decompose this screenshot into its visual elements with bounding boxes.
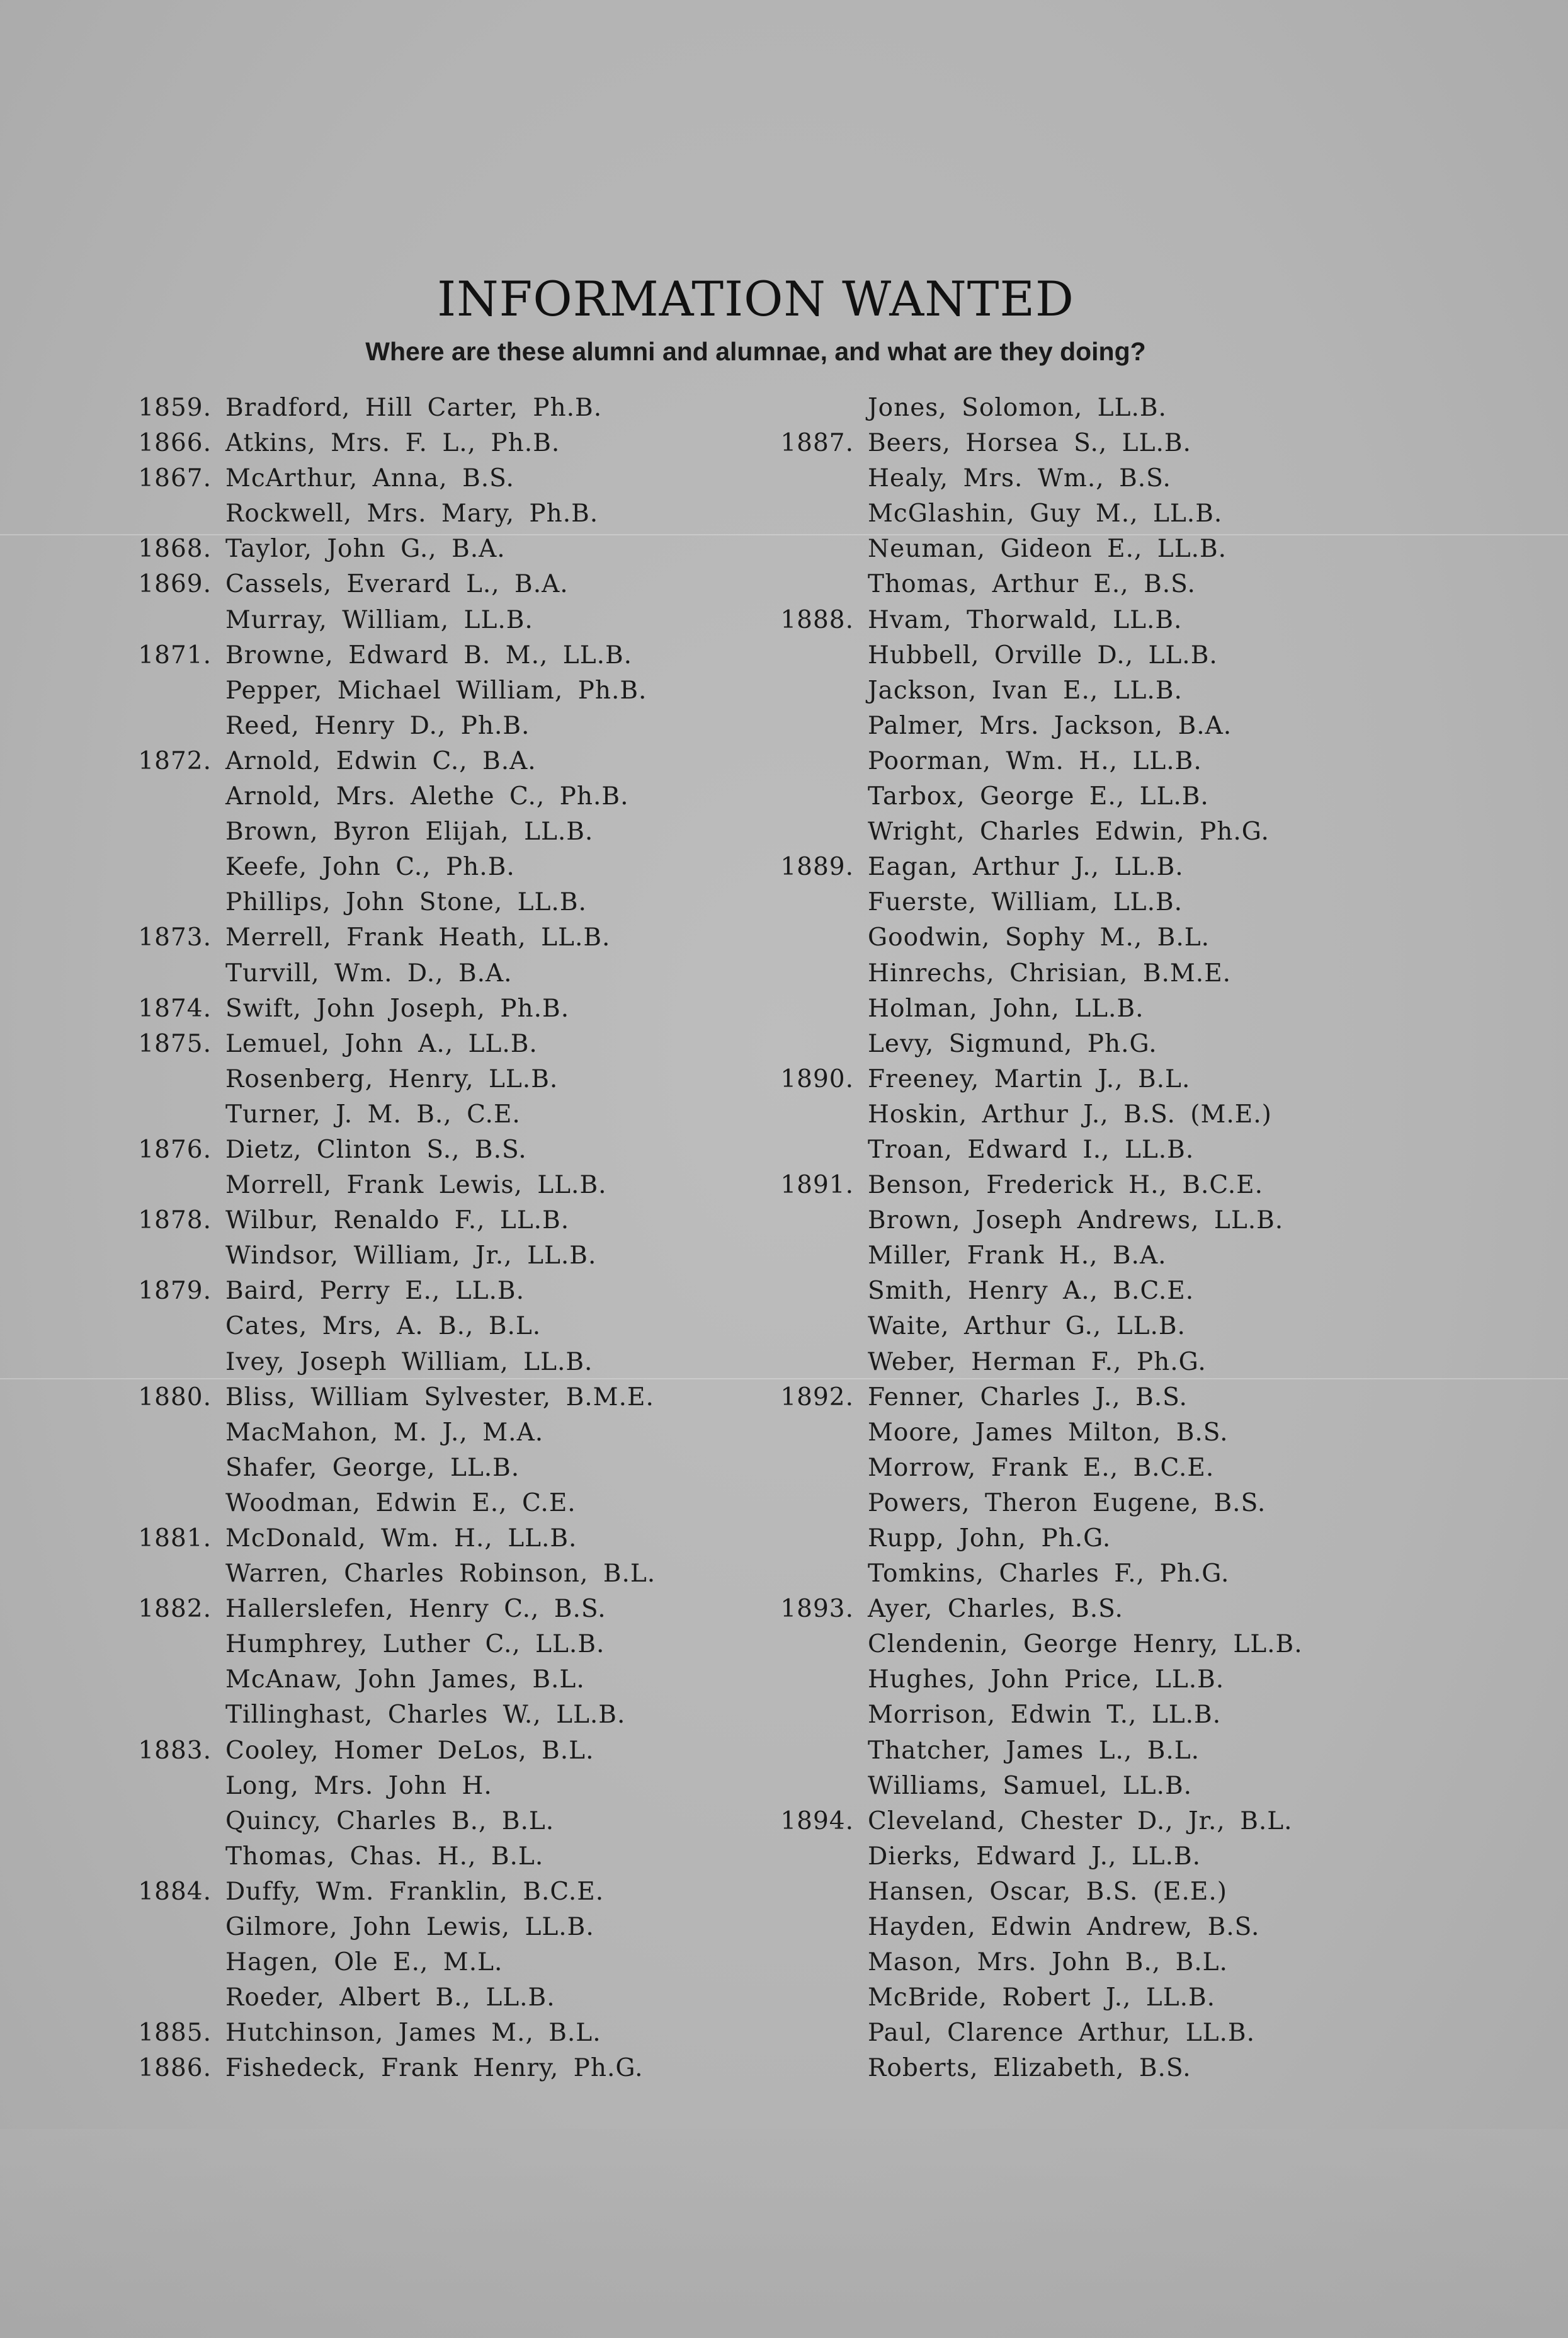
class-year: 1884. bbox=[138, 1877, 212, 1906]
class-year: 1871. bbox=[138, 641, 212, 670]
alumni-name: Powers, Theron Eugene, B.S. bbox=[868, 1488, 1266, 1517]
alumni-entry bbox=[126, 1627, 656, 1662]
alumni-name: Clendenin, George Henry, LL.B. bbox=[868, 1630, 1303, 1659]
alumni-name: Morrison, Edwin T., LL.B. bbox=[868, 1701, 1222, 1730]
alumni-name: Hvam, Thorwald, LL.B. bbox=[868, 605, 1183, 634]
alumni-entry bbox=[768, 1486, 1303, 1521]
alumni-name: McArthur, Anna, B.S. bbox=[225, 464, 514, 493]
alumni-entry bbox=[768, 885, 1303, 920]
class-year: 1887. bbox=[780, 429, 854, 458]
alumni-entry bbox=[126, 1733, 656, 1769]
alumni-entry bbox=[768, 1980, 1303, 2016]
alumni-entry bbox=[126, 1309, 656, 1344]
alumni-name: Gilmore, John Lewis, LL.B. bbox=[225, 1913, 594, 1942]
paper-edge bbox=[0, 2129, 1568, 2338]
alumni-entry bbox=[126, 1415, 656, 1451]
class-year: 1872. bbox=[138, 746, 212, 775]
alumni-name: Hoskin, Arthur J., B.S. (M.E.) bbox=[868, 1100, 1272, 1129]
alumni-entry bbox=[126, 1274, 656, 1309]
alumni-entry bbox=[126, 603, 656, 638]
alumni-entry bbox=[126, 426, 656, 461]
alumni-entry bbox=[768, 1203, 1303, 1238]
alumni-entry bbox=[126, 885, 656, 920]
alumni-entry bbox=[768, 567, 1303, 602]
alumni-entry bbox=[126, 1662, 656, 1697]
alumni-name: McAnaw, John James, B.L. bbox=[225, 1665, 585, 1694]
alumni-name: Pepper, Michael William, Ph.B. bbox=[225, 676, 647, 705]
alumni-entry bbox=[126, 1697, 656, 1733]
page-title: INFORMATION WANTED bbox=[437, 271, 1074, 327]
alumni-name: Long, Mrs. John H. bbox=[225, 1771, 492, 1800]
alumni-name: Phillips, John Stone, LL.B. bbox=[225, 888, 587, 917]
alumni-entry bbox=[768, 814, 1303, 850]
alumni-name: Brown, Joseph Andrews, LL.B. bbox=[868, 1206, 1284, 1235]
class-year: 1873. bbox=[138, 923, 212, 952]
alumni-name: Bradford, Hill Carter, Ph.B. bbox=[225, 394, 603, 422]
alumni-entry bbox=[768, 461, 1303, 496]
alumni-entry bbox=[126, 1345, 656, 1380]
alumni-name: Arnold, Mrs. Alethe C., Ph.B. bbox=[225, 782, 629, 811]
alumni-entry bbox=[126, 1062, 656, 1097]
alumni-name: Warren, Charles Robinson, B.L. bbox=[225, 1560, 656, 1588]
alumni-name: Moore, James Milton, B.S. bbox=[868, 1418, 1229, 1447]
alumni-entry bbox=[768, 1874, 1303, 1910]
alumni-name: Beers, Horsea S., LL.B. bbox=[868, 429, 1191, 458]
alumni-name: Morrow, Frank E., B.C.E. bbox=[868, 1453, 1215, 1482]
alumni-entry bbox=[768, 1945, 1303, 1980]
alumni-entry bbox=[768, 920, 1303, 955]
alumni-entry bbox=[126, 1380, 656, 1415]
alumni-name: Cleveland, Chester D., Jr., B.L. bbox=[868, 1806, 1293, 1835]
alumni-name: Atkins, Mrs. F. L., Ph.B. bbox=[225, 429, 560, 458]
alumni-name: Tillinghast, Charles W., LL.B. bbox=[225, 1701, 626, 1730]
class-year: 1894. bbox=[780, 1806, 854, 1835]
alumni-entry bbox=[768, 779, 1303, 814]
alumni-name: Fuerste, William, LL.B. bbox=[868, 888, 1183, 917]
alumni-name: Cates, Mrs, A. B., B.L. bbox=[225, 1312, 542, 1341]
alumni-name: Hansen, Oscar, B.S. (E.E.) bbox=[868, 1877, 1227, 1906]
alumni-name: Miller, Frank H., B.A. bbox=[868, 1241, 1167, 1270]
alumni-entry bbox=[126, 1097, 656, 1132]
alumni-entry bbox=[768, 1662, 1303, 1697]
alumni-name: Tomkins, Charles F., Ph.G. bbox=[868, 1560, 1230, 1588]
alumni-entry bbox=[768, 1733, 1303, 1769]
alumni-entry bbox=[126, 2016, 656, 2051]
class-year: 1882. bbox=[138, 1595, 212, 1624]
alumni-entry bbox=[126, 1168, 656, 1203]
alumni-name: Rockwell, Mrs. Mary, Ph.B. bbox=[225, 499, 599, 528]
alumni-name: Waite, Arthur G., LL.B. bbox=[868, 1312, 1186, 1341]
alumni-entry bbox=[126, 1874, 656, 1910]
alumni-entry bbox=[768, 2051, 1303, 2086]
alumni-entry bbox=[126, 1132, 656, 1168]
alumni-entry bbox=[126, 1203, 656, 1238]
alumni-entry bbox=[126, 532, 656, 567]
alumni-name: Baird, Perry E., LL.B. bbox=[225, 1277, 525, 1306]
alumni-entry bbox=[126, 920, 656, 955]
alumni-entry bbox=[768, 744, 1303, 779]
alumni-name: Windsor, William, Jr., LL.B. bbox=[225, 1241, 597, 1270]
alumni-entry bbox=[126, 1839, 656, 1874]
alumni-name: Brown, Byron Elijah, LL.B. bbox=[225, 818, 594, 847]
alumni-name: Hagen, Ole E., M.L. bbox=[225, 1948, 503, 1977]
alumni-name: Thomas, Chas. H., B.L. bbox=[225, 1842, 544, 1871]
alumni-entry bbox=[768, 1097, 1303, 1132]
alumni-name: Eagan, Arthur J., LL.B. bbox=[868, 853, 1184, 882]
alumni-name: McBride, Robert J., LL.B. bbox=[868, 1983, 1216, 2012]
class-year: 1876. bbox=[138, 1135, 212, 1164]
alumni-entry bbox=[126, 638, 656, 673]
alumni-name: Ayer, Charles, B.S. bbox=[868, 1595, 1123, 1624]
alumni-name: Roberts, Elizabeth, B.S. bbox=[868, 2054, 1191, 2083]
alumni-entry bbox=[126, 1451, 656, 1486]
alumni-name: Keefe, John C., Ph.B. bbox=[225, 853, 515, 882]
alumni-name: Hutchinson, James M., B.L. bbox=[225, 2019, 601, 2048]
class-year: 1867. bbox=[138, 464, 212, 493]
alumni-entry bbox=[768, 1556, 1303, 1592]
class-year: 1869. bbox=[138, 570, 212, 599]
alumni-name: Reed, Henry D., Ph.B. bbox=[225, 711, 530, 740]
alumni-entry bbox=[768, 1238, 1303, 1274]
alumni-entry bbox=[768, 391, 1303, 426]
alumni-name: Ivey, Joseph William, LL.B. bbox=[225, 1347, 593, 1376]
alumni-name: Palmer, Mrs. Jackson, B.A. bbox=[868, 711, 1232, 740]
class-year: 1881. bbox=[138, 1524, 212, 1553]
alumni-name: Duffy, Wm. Franklin, B.C.E. bbox=[225, 1877, 605, 1906]
alumni-name: Levy, Sigmund, Ph.G. bbox=[868, 1029, 1157, 1058]
alumni-name: Healy, Mrs. Wm., B.S. bbox=[868, 464, 1171, 493]
alumni-name: Jones, Solomon, LL.B. bbox=[868, 394, 1167, 422]
alumni-name: Fishedeck, Frank Henry, Ph.G. bbox=[225, 2054, 644, 2083]
class-year: 1866. bbox=[138, 429, 212, 458]
alumni-name: Smith, Henry A., B.C.E. bbox=[868, 1277, 1195, 1306]
alumni-entry bbox=[126, 1804, 656, 1839]
alumni-name: Williams, Samuel, LL.B. bbox=[868, 1771, 1192, 1800]
alumni-name: Jackson, Ivan E., LL.B. bbox=[868, 676, 1183, 705]
alumni-name: Hubbell, Orville D., LL.B. bbox=[868, 641, 1218, 670]
alumni-entry bbox=[126, 673, 656, 709]
alumni-name: Swift, John Joseph, Ph.B. bbox=[225, 994, 570, 1023]
alumni-entry bbox=[126, 1769, 656, 1804]
class-year: 1859. bbox=[138, 394, 212, 422]
alumni-entry bbox=[768, 673, 1303, 709]
page-subtitle: Where are these alumni and alumnae, and what are they doing? bbox=[365, 337, 1146, 366]
alumni-name: Mason, Mrs. John B., B.L. bbox=[868, 1948, 1228, 1977]
alumni-name: Poorman, Wm. H., LL.B. bbox=[868, 746, 1202, 775]
class-year: 1893. bbox=[780, 1595, 854, 1624]
alumni-entry bbox=[126, 779, 656, 814]
alumni-entry bbox=[768, 1804, 1303, 1839]
alumni-name: Fenner, Charles J., B.S. bbox=[868, 1383, 1188, 1411]
class-year: 1888. bbox=[780, 605, 854, 634]
alumni-name: McGlashin, Guy M., LL.B. bbox=[868, 499, 1223, 528]
alumni-entry bbox=[768, 1345, 1303, 1380]
alumni-entry bbox=[768, 1062, 1303, 1097]
alumni-entry bbox=[126, 2051, 656, 2086]
alumni-entry bbox=[768, 638, 1303, 673]
class-year: 1891. bbox=[780, 1171, 854, 1200]
class-year: 1890. bbox=[780, 1064, 854, 1093]
alumni-name: Neuman, Gideon E., LL.B. bbox=[868, 535, 1227, 564]
alumni-entry bbox=[768, 1627, 1303, 1662]
class-year: 1889. bbox=[780, 853, 854, 882]
alumni-name: Weber, Herman F., Ph.G. bbox=[868, 1347, 1207, 1376]
alumni-entry bbox=[126, 991, 656, 1027]
alumni-name: Dietz, Clinton S., B.S. bbox=[225, 1135, 527, 1164]
alumni-name: Wilbur, Renaldo F., LL.B. bbox=[225, 1206, 570, 1235]
alumni-name: Thatcher, James L., B.L. bbox=[868, 1736, 1200, 1765]
alumni-entry bbox=[768, 2016, 1303, 2051]
alumni-name: Holman, John, LL.B. bbox=[868, 994, 1144, 1023]
alumni-entry bbox=[768, 991, 1303, 1027]
alumni-entry bbox=[768, 1274, 1303, 1309]
alumni-name: Wright, Charles Edwin, Ph.G. bbox=[868, 818, 1270, 847]
alumni-name: Goodwin, Sophy M., B.L. bbox=[868, 923, 1210, 952]
alumni-entry bbox=[768, 1697, 1303, 1733]
alumni-entry bbox=[768, 1769, 1303, 1804]
class-year: 1875. bbox=[138, 1029, 212, 1058]
alumni-entry bbox=[126, 496, 656, 532]
alumni-name: Troan, Edward I., LL.B. bbox=[868, 1135, 1195, 1164]
alumni-name: Murray, William, LL.B. bbox=[225, 605, 533, 634]
class-year: 1892. bbox=[780, 1383, 854, 1411]
alumni-entry bbox=[126, 1592, 656, 1627]
alumni-name: Paul, Clarence Arthur, LL.B. bbox=[868, 2019, 1255, 2048]
alumni-name: Tarbox, George E., LL.B. bbox=[868, 782, 1209, 811]
alumni-name: Turvill, Wm. D., B.A. bbox=[225, 959, 513, 988]
alumni-entry bbox=[126, 850, 656, 885]
alumni-name: MacMahon, M. J., M.A. bbox=[225, 1418, 544, 1447]
alumni-entry bbox=[126, 1945, 656, 1980]
alumni-name: Hughes, John Price, LL.B. bbox=[868, 1665, 1225, 1694]
alumni-entry bbox=[768, 1910, 1303, 1945]
alumni-entry bbox=[768, 1168, 1303, 1203]
alumni-name: Lemuel, John A., LL.B. bbox=[225, 1029, 538, 1058]
alumni-name: Rosenberg, Henry, LL.B. bbox=[225, 1064, 559, 1093]
class-year: 1874. bbox=[138, 994, 212, 1023]
class-year: 1868. bbox=[138, 535, 212, 564]
alumni-entry bbox=[126, 567, 656, 602]
alumni-name: Morrell, Frank Lewis, LL.B. bbox=[225, 1171, 607, 1200]
alumni-entry bbox=[768, 1027, 1303, 1062]
class-year: 1886. bbox=[138, 2054, 212, 2083]
alumni-entry bbox=[768, 1839, 1303, 1874]
alumni-entry bbox=[768, 1521, 1303, 1556]
class-year: 1879. bbox=[138, 1277, 212, 1306]
alumni-name: Quincy, Charles B., B.L. bbox=[225, 1806, 555, 1835]
alumni-entry bbox=[768, 1415, 1303, 1451]
alumni-name: Woodman, Edwin E., C.E. bbox=[225, 1488, 576, 1517]
alumni-entry bbox=[768, 1132, 1303, 1168]
alumni-name: Cooley, Homer DeLos, B.L. bbox=[225, 1736, 594, 1765]
class-year: 1880. bbox=[138, 1383, 212, 1411]
class-year: 1885. bbox=[138, 2019, 212, 2048]
alumni-entry bbox=[126, 1027, 656, 1062]
alumni-name: Hinrechs, Chrisian, B.M.E. bbox=[868, 959, 1232, 988]
right-column bbox=[768, 391, 1303, 2087]
class-year: 1883. bbox=[138, 1736, 212, 1765]
alumni-entry bbox=[126, 1238, 656, 1274]
alumni-name: Humphrey, Luther C., LL.B. bbox=[225, 1630, 605, 1659]
alumni-entry bbox=[768, 426, 1303, 461]
alumni-entry bbox=[126, 1556, 656, 1592]
alumni-name: Shafer, George, LL.B. bbox=[225, 1453, 520, 1482]
alumni-name: Roeder, Albert B., LL.B. bbox=[225, 1983, 555, 2012]
alumni-entry bbox=[126, 1910, 656, 1945]
alumni-entry bbox=[126, 461, 656, 496]
alumni-entry bbox=[126, 1980, 656, 2016]
alumni-entry bbox=[768, 1592, 1303, 1627]
left-column bbox=[126, 391, 656, 2087]
alumni-name: Benson, Frederick H., B.C.E. bbox=[868, 1171, 1264, 1200]
alumni-name: McDonald, Wm. H., LL.B. bbox=[225, 1524, 577, 1553]
alumni-entry bbox=[126, 744, 656, 779]
alumni-name: Cassels, Everard L., B.A. bbox=[225, 570, 569, 599]
alumni-entry bbox=[768, 603, 1303, 638]
alumni-name: Bliss, William Sylvester, B.M.E. bbox=[225, 1383, 654, 1411]
alumni-entry bbox=[126, 709, 656, 744]
alumni-entry bbox=[126, 956, 656, 991]
alumni-name: Arnold, Edwin C., B.A. bbox=[225, 746, 537, 775]
alumni-entry bbox=[768, 1380, 1303, 1415]
alumni-name: Freeney, Martin J., B.L. bbox=[868, 1064, 1191, 1093]
alumni-entry bbox=[768, 1309, 1303, 1344]
alumni-entry bbox=[768, 956, 1303, 991]
alumni-entry bbox=[126, 391, 656, 426]
alumni-entry bbox=[126, 1521, 656, 1556]
alumni-name: Hallerslefen, Henry C., B.S. bbox=[225, 1595, 606, 1624]
alumni-entry bbox=[768, 850, 1303, 885]
alumni-entry bbox=[768, 496, 1303, 532]
alumni-name: Hayden, Edwin Andrew, B.S. bbox=[868, 1913, 1260, 1942]
alumni-entry bbox=[768, 1451, 1303, 1486]
alumni-entry bbox=[768, 532, 1303, 567]
alumni-name: Browne, Edward B. M., LL.B. bbox=[225, 641, 633, 670]
alumni-name: Dierks, Edward J., LL.B. bbox=[868, 1842, 1202, 1871]
alumni-entry bbox=[126, 1486, 656, 1521]
alumni-name: Rupp, John, Ph.G. bbox=[868, 1524, 1111, 1553]
alumni-entry bbox=[126, 814, 656, 850]
class-year: 1878. bbox=[138, 1206, 212, 1235]
alumni-name: Taylor, John G., B.A. bbox=[225, 535, 506, 564]
alumni-name: Merrell, Frank Heath, LL.B. bbox=[225, 923, 611, 952]
alumni-entry bbox=[768, 709, 1303, 744]
alumni-name: Turner, J. M. B., C.E. bbox=[225, 1100, 521, 1129]
alumni-name: Thomas, Arthur E., B.S. bbox=[868, 570, 1196, 599]
